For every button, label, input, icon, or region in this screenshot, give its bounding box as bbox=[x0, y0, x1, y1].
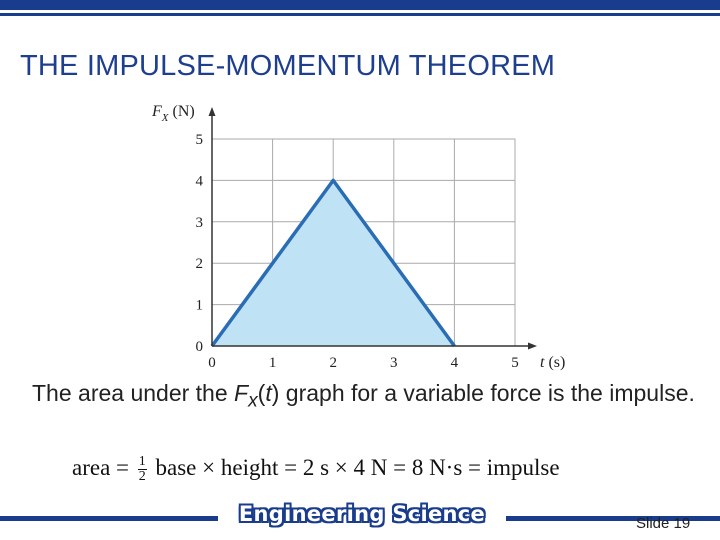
x-tick-label-4: 4 bbox=[450, 355, 459, 371]
caption-text-pre: The area under the bbox=[32, 380, 235, 406]
formula-rhs: base × height = 2 s × 4 N = 8 N·s = impulse bbox=[149, 455, 560, 480]
x-tick-label-0: 0 bbox=[208, 355, 216, 371]
x-axis-arrow bbox=[528, 343, 537, 350]
formula-denominator: 2 bbox=[138, 469, 146, 485]
slide-title: THE IMPULSE-MOMENTUM THEOREM bbox=[20, 50, 556, 82]
footer-bar-left bbox=[0, 516, 218, 521]
caption-paren-open: ( bbox=[257, 380, 266, 406]
brand-logo-text: Engineering Science bbox=[238, 502, 486, 526]
y-tick-label-4: 4 bbox=[195, 173, 203, 190]
x-tick-label-3: 3 bbox=[390, 355, 398, 371]
formula-fraction bbox=[138, 455, 147, 484]
x-axis-label: t (s) bbox=[540, 354, 566, 371]
caption bbox=[32, 378, 702, 417]
y-axis-label: $F_X$ (N) bbox=[152, 103, 195, 124]
impulse-formula bbox=[72, 455, 560, 484]
x-tick-label-5: 5 bbox=[511, 355, 519, 371]
caption-text-post: ) graph for a variable force is the impulse. bbox=[271, 380, 695, 406]
y-tick-label-0: 0 bbox=[195, 339, 203, 355]
caption-time-symbol: t bbox=[265, 380, 272, 406]
caption-force-subscript: x bbox=[248, 390, 258, 412]
y-tick-label-1: 1 bbox=[195, 297, 203, 314]
formula-lhs: area = bbox=[72, 455, 135, 480]
formula-numerator: 1 bbox=[138, 454, 146, 470]
y-tick-label-3: 3 bbox=[195, 214, 203, 231]
y-tick-label-5: 5 bbox=[195, 132, 203, 148]
x-tick-label-2: 2 bbox=[329, 355, 337, 371]
y-tick-label-2: 2 bbox=[195, 256, 203, 273]
x-tick-label-1: 1 bbox=[268, 355, 277, 371]
slide-number: Slide 19 bbox=[636, 515, 691, 532]
y-axis-arrow bbox=[209, 107, 216, 116]
caption-force-symbol: F bbox=[234, 380, 249, 406]
